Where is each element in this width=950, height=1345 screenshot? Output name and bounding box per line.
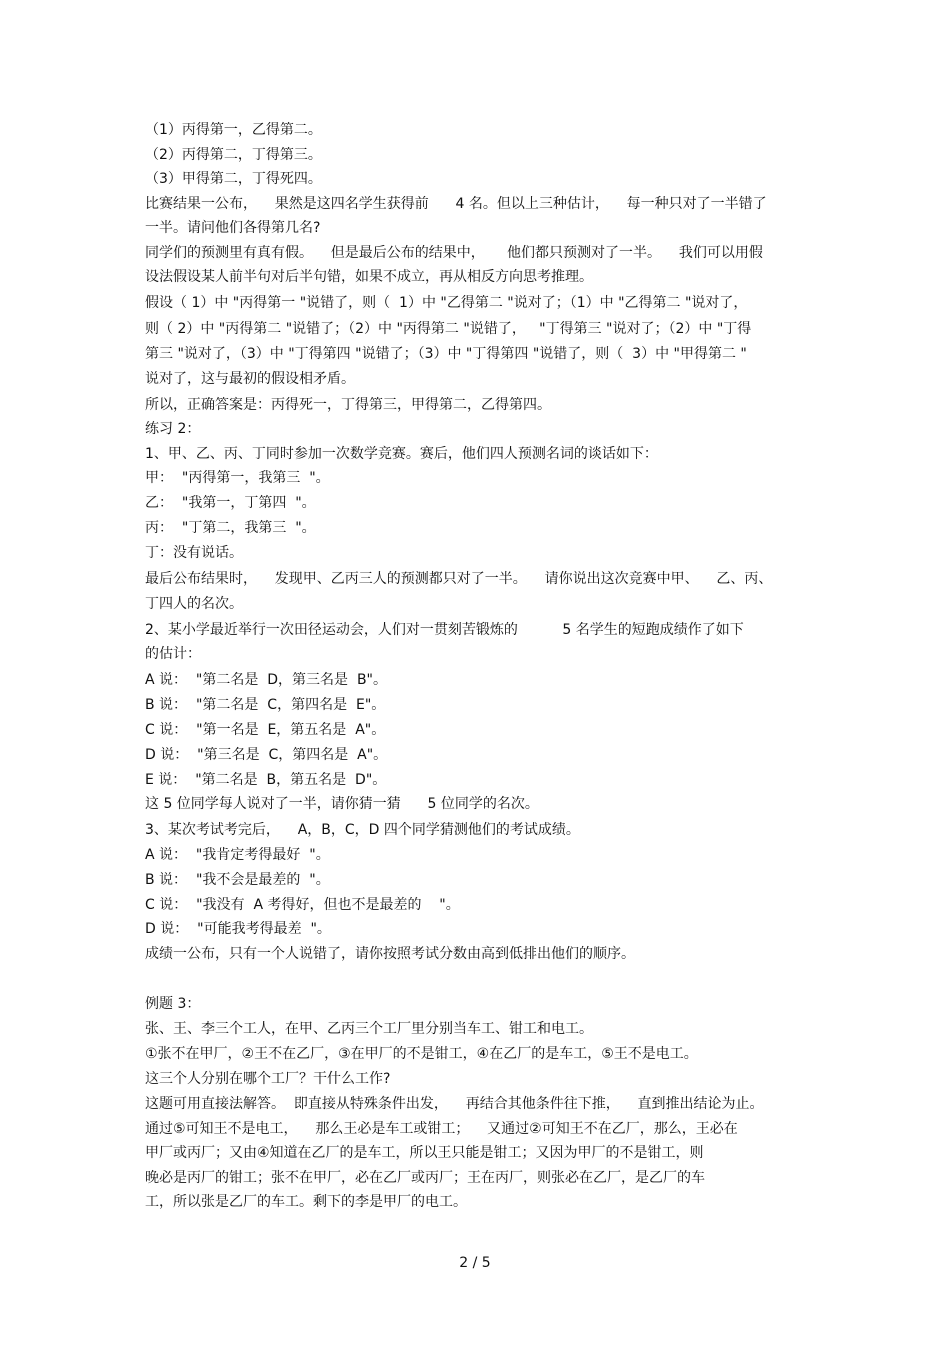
text-line: 所以，正确答案是：丙得死一，丁得第三，甲得第二，乙得第四。 — [145, 397, 551, 413]
text-line: 最后公布结果时， 发现甲、乙丙三人的预测都只对了一半。 请你说出这次竞赛中甲、 乙、丙、 — [145, 571, 773, 587]
text-line: 假设（ 1）中 "丙得第一 "说错了，则（ 1）中 "乙得第二 "说对了；（1）中 "乙得第二 "说对了， — [145, 295, 748, 311]
text-line: 这题可用直接法解答。 即直接从特殊条件出发， 再结合其他条件往下推， 直到推出结论为止。 — [145, 1096, 764, 1112]
text-line: （1）丙得第一，乙得第二。 — [145, 122, 322, 138]
text-line: 张、王、李三个工人，在甲、乙丙三个工厂里分别当车工、钳工和电工。 — [145, 1021, 593, 1037]
text-line: 晚必是丙厂的钳工；张不在甲厂，必在乙厂或丙厂；王在丙厂，则张必在乙厂，是乙厂的车 — [145, 1170, 705, 1186]
text-line: D 说： "第三名是 C，第四名是 A"。 — [145, 747, 388, 763]
text-line: C 说： "我没有 A 考得好，但也不是最差的 "。 — [145, 897, 460, 913]
text-line: 成绩一公布，只有一个人说错了，请你按照考试分数由高到低排出他们的顺序。 — [145, 946, 635, 962]
section-heading: 例题 3： — [145, 996, 201, 1012]
text-line: 说对了，这与最初的假设相矛盾。 — [145, 371, 355, 387]
text-line: D 说： "可能我考得最差 "。 — [145, 921, 331, 937]
text-line: A 说： "我肯定考得最好 "。 — [145, 847, 330, 863]
section-heading: 练习 2： — [145, 421, 201, 437]
text-line: 丙： "丁第二，我第三 "。 — [145, 520, 316, 536]
text-line: 第三 "说对了，（3）中 "丁得第四 "说错了；（3）中 "丁得第四 "说错了，则（ 3）中 "甲得第二 " — [145, 346, 747, 362]
text-line: 设法假设某人前半句对后半句错，如果不成立，再从相反方向思考推理。 — [145, 269, 593, 285]
text-line: 甲： "丙得第一，我第三 "。 — [145, 470, 330, 486]
text-line: 工，所以张是乙厂的车工。剩下的李是甲厂的电工。 — [145, 1194, 467, 1210]
text-line: 甲厂或丙厂；又由④知道在乙厂的是车工，所以王只能是钳工；又因为甲厂的不是钳工，则 — [145, 1145, 704, 1161]
text-line: 一半。请问他们各得第几名? — [145, 220, 321, 236]
text-line: 这 5 位同学每人说对了一半，请你猜一猜 5 位同学的名次。 — [145, 796, 539, 812]
text-line: 同学们的预测里有真有假。 但是最后公布的结果中， 他们都只预测对了一半。 我们可以用假 — [145, 245, 763, 261]
text-line: 则（ 2）中 "丙得第二 "说错了；（2）中 "丙得第二 "说错了， "丁得第三 "说对了；（2）中 "丁得 — [145, 321, 752, 337]
text-line: 通过⑤可知王不是电工， 那么王必是车工或钳工； 又通过②可知王不在乙厂，那么，王必在 — [145, 1121, 738, 1137]
text-line: C 说： "第一名是 E，第五名是 A"。 — [145, 722, 386, 738]
text-line: （2）丙得第二，丁得第三。 — [145, 147, 322, 163]
text-line: E 说： "第二名是 B，第五名是 D"。 — [145, 772, 387, 788]
text-line: 3、某次考试考完后， A，B，C，D 四个同学猜测他们的考试成绩。 — [145, 822, 580, 838]
page-number: 2 / 5 — [459, 1255, 491, 1271]
text-line: 的估计： — [145, 646, 201, 662]
text-line: B 说： "第二名是 C，第四名是 E"。 — [145, 697, 386, 713]
text-line: 2、某小学最近举行一次田径运动会，人们对一贯刻苦锻炼的 5 名学生的短跑成绩作了如下 — [145, 622, 744, 638]
text-line: 1、甲、乙、丙、丁同时参加一次数学竞赛。赛后，他们四人预测名词的谈话如下： — [145, 446, 658, 462]
text-line: ①张不在甲厂，②王不在乙厂，③在甲厂的不是钳工，④在乙厂的是车工，⑤王不是电工。 — [145, 1046, 698, 1062]
text-line: B 说： "我不会是最差的 "。 — [145, 872, 330, 888]
text-line: 乙： "我第一，丁第四 "。 — [145, 495, 316, 511]
text-line: （3）甲得第二，丁得死四。 — [145, 171, 322, 187]
text-line: 丁四人的名次。 — [145, 596, 243, 612]
text-line: 丁：没有说话。 — [145, 545, 243, 561]
text-line: 这三个人分别在哪个工厂？干什么工作? — [145, 1071, 391, 1087]
text-line: A 说： "第二名是 D，第三名是 B"。 — [145, 672, 387, 688]
text-line: 比赛结果一公布， 果然是这四名学生获得前 4 名。但以上三种估计， 每一种只对了一半错了 — [145, 196, 767, 212]
